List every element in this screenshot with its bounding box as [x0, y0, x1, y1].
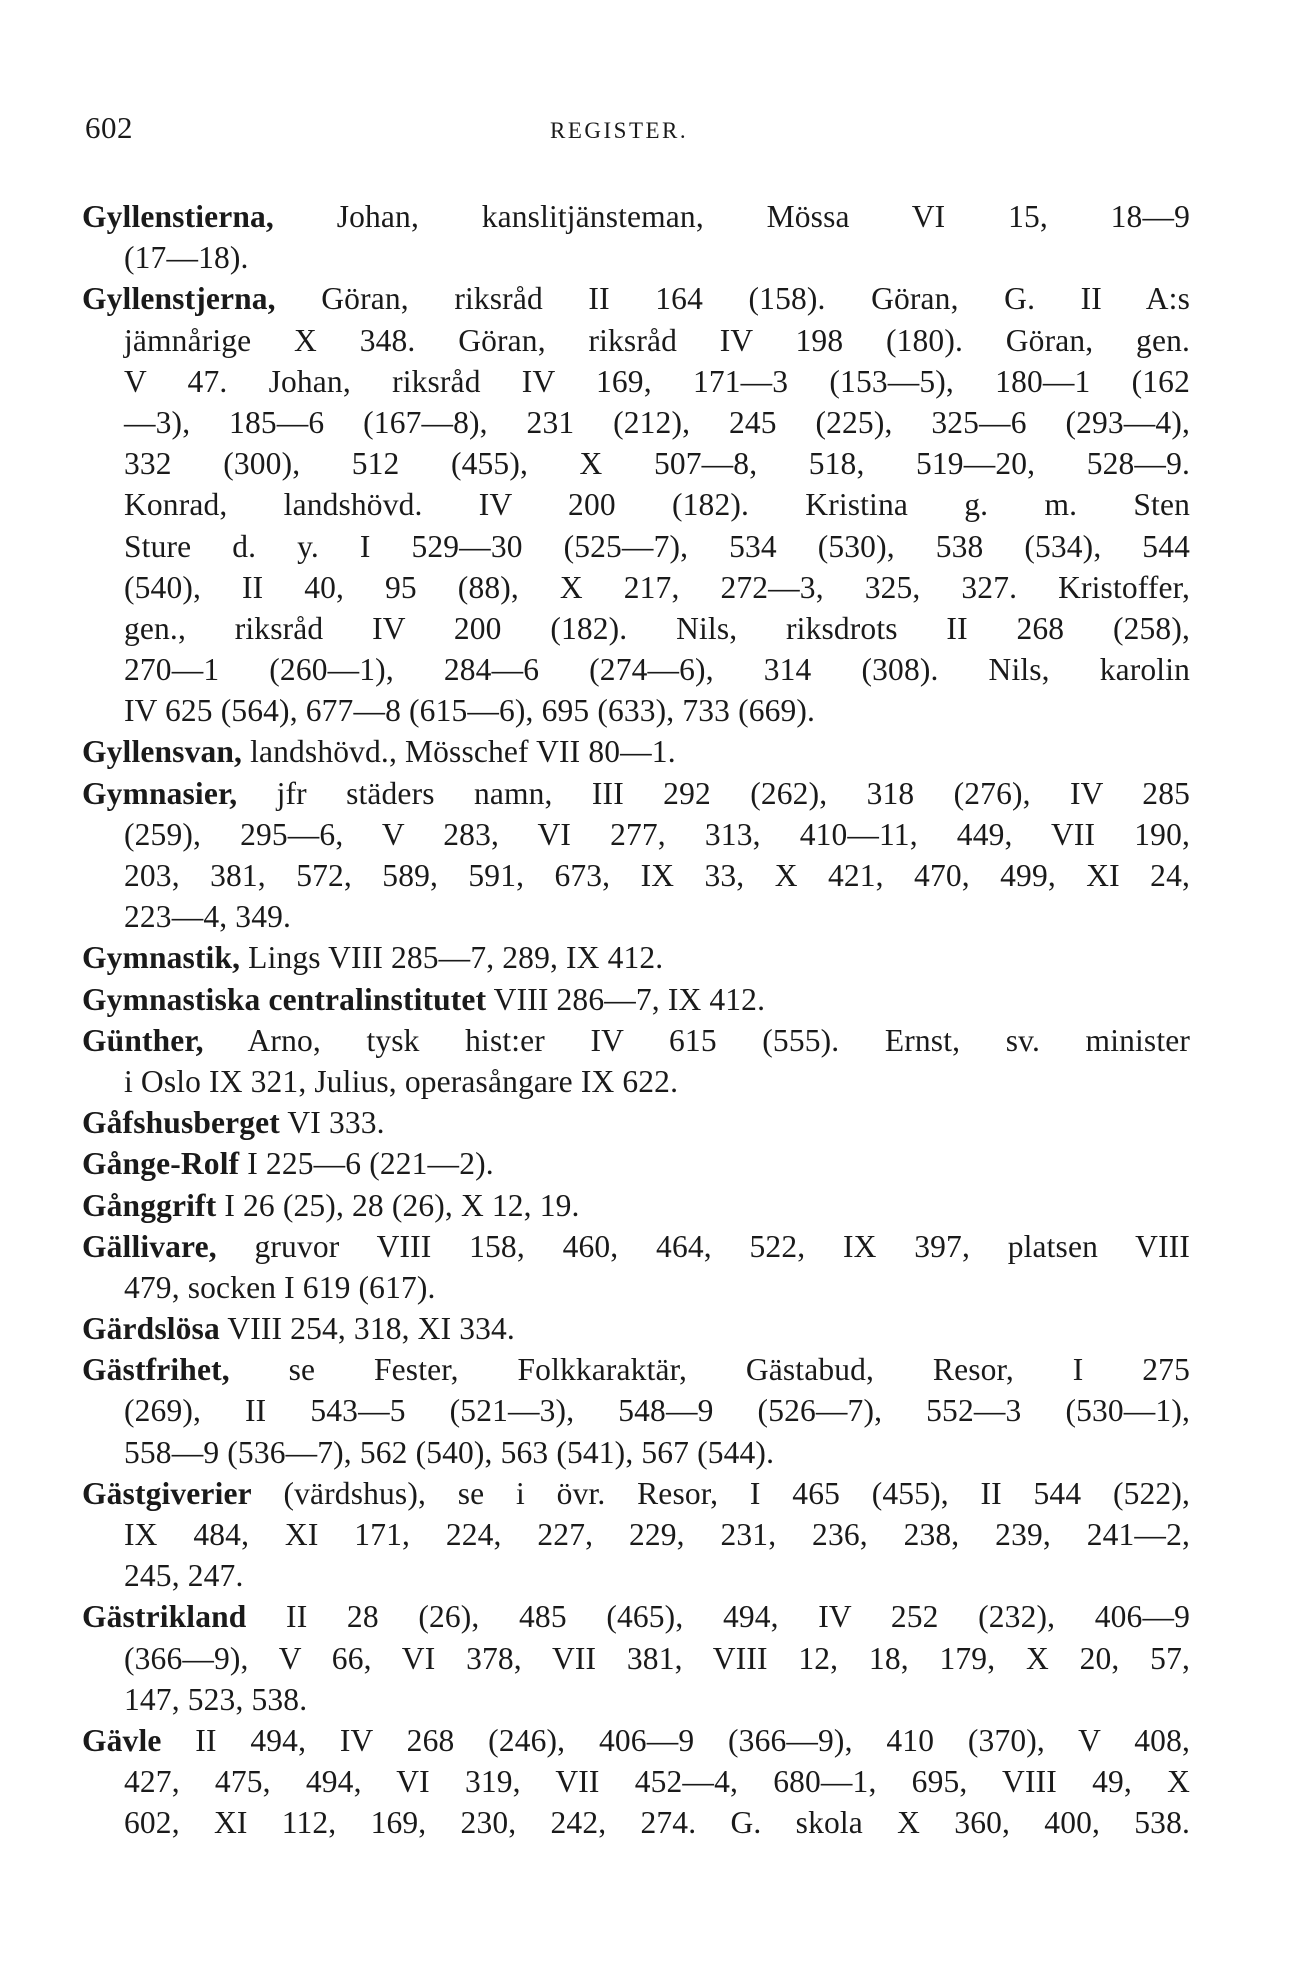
- index-entry-line: [82, 1020, 1190, 1061]
- index-entry-line: [82, 1185, 1190, 1226]
- index-references: jämnårige X 348. Göran, riksråd IV 198 (180). Göran, gen.: [124, 322, 1190, 358]
- index-entry-line: [82, 1143, 1190, 1184]
- index-references: I 26 (25), 28 (26), X 12, 19.: [216, 1187, 580, 1223]
- index-continuation-line: [82, 443, 1190, 484]
- index-references: 479, socken I 619 (617).: [124, 1269, 436, 1305]
- index-references: V 47. Johan, riksråd IV 169, 171—3 (153—5), 180—1 (162: [124, 363, 1190, 399]
- index-references: (269), II 543—5 (521—3), 548—9 (526—7), 552—3 (530—1),: [124, 1393, 1190, 1429]
- index-term: Gyllenstierna,: [82, 199, 274, 234]
- index-references: Arno, tysk hist:er IV 615 (555). Ernst, sv. minister: [203, 1022, 1190, 1058]
- index-references: (259), 295—6, V 283, VI 277, 313, 410—11, 449, VII 190,: [124, 816, 1190, 852]
- index-entry-line: [82, 1308, 1190, 1349]
- index-continuation-line: [82, 1802, 1190, 1843]
- index-references: 223—4, 349.: [124, 899, 292, 935]
- index-references: 427, 475, 494, VI 319, VII 452—4, 680—1, 695, VIII 49, X: [124, 1764, 1190, 1800]
- running-head: REGISTER.: [550, 118, 689, 143]
- index-entry-line: [82, 1226, 1190, 1267]
- index-continuation-line: [82, 1679, 1190, 1720]
- index-references: Sture d. y. I 529—30 (525—7), 534 (530), 538 (534), 544: [124, 528, 1190, 564]
- index-term: Gymnastik,: [82, 940, 241, 976]
- index-references: Göran, riksråd II 164 (158). Göran, G. II A:s: [275, 281, 1190, 317]
- index-term: Gymnasier,: [82, 775, 238, 811]
- page-header: [85, 110, 1195, 160]
- index-entry-line: [82, 196, 1190, 237]
- index-term: Gånggrift: [82, 1187, 217, 1223]
- index-continuation-line: [82, 361, 1190, 402]
- index-references: 602, XI 112, 169, 230, 242, 274. G. skola X 360, 400, 538.: [124, 1805, 1190, 1841]
- index-continuation-line: [82, 526, 1190, 567]
- index-entry-line: [82, 731, 1190, 772]
- index-references: se Fester, Folkkaraktär, Gästabud, Resor, I 275: [229, 1352, 1190, 1388]
- index-term: Gyllensvan,: [82, 734, 243, 770]
- index-term: Günther,: [82, 1022, 204, 1058]
- index-continuation-line: [82, 1267, 1190, 1308]
- index-references: 332 (300), 512 (455), X 507—8, 518, 519—20, 528—9.: [124, 446, 1190, 482]
- index-references: gruvor VIII 158, 460, 464, 522, IX 397, platsen VIII: [216, 1228, 1190, 1264]
- index-term: Gåfshusberget: [82, 1105, 280, 1141]
- index-continuation-line: [82, 1390, 1190, 1431]
- index-references: VI 333.: [279, 1105, 385, 1141]
- index-continuation-line: [82, 649, 1190, 690]
- index-term: Gästrikland: [82, 1599, 247, 1635]
- index-entries: [82, 196, 1190, 1844]
- index-references: (värdshus), se i övr. Resor, I 465 (455), II 544 (522),: [251, 1475, 1190, 1511]
- index-continuation-line: [82, 608, 1190, 649]
- index-references: (17—18).: [124, 240, 249, 276]
- index-references: landshövd., Mösschef VII 80—1.: [242, 734, 676, 770]
- index-continuation-line: [82, 1514, 1190, 1555]
- index-entry-line: [82, 1473, 1190, 1514]
- index-continuation-line: [82, 1555, 1190, 1596]
- index-term: Gästgiverier: [82, 1475, 252, 1511]
- index-references: II 494, IV 268 (246), 406—9 (366—9), 410 (370), V 408,: [161, 1722, 1190, 1758]
- index-entry-line: [82, 979, 1190, 1020]
- index-term: Gymnastiska centralinstitutet: [82, 981, 487, 1017]
- index-references: 245, 247.: [124, 1558, 244, 1594]
- index-continuation-line: [82, 1061, 1190, 1102]
- index-references: 203, 381, 572, 589, 591, 673, IX 33, X 421, 470, 499, XI 24,: [124, 858, 1190, 893]
- index-references: VIII 286—7, IX 412.: [486, 981, 766, 1017]
- index-references: Johan, kanslitjänsteman, Mössa VI 15, 18—9: [273, 199, 1190, 234]
- index-continuation-line: [82, 814, 1190, 855]
- index-continuation-line: [82, 1761, 1190, 1802]
- index-term: Gånge-Rolf: [82, 1146, 240, 1182]
- index-references: gen., riksråd IV 200 (182). Nils, riksdrots II 268 (258),: [124, 610, 1190, 646]
- index-continuation-line: [82, 690, 1190, 731]
- index-entry-line: [82, 1102, 1190, 1143]
- index-references: IV 625 (564), 677—8 (615—6), 695 (633), 733 (669).: [124, 693, 816, 729]
- index-references: jfr städers namn, III 292 (262), 318 (276), IV 285: [237, 775, 1190, 811]
- index-continuation-line: [82, 402, 1190, 443]
- index-term: Gällivare,: [82, 1228, 217, 1264]
- index-continuation-line: [82, 484, 1190, 525]
- index-references: Konrad, landshövd. IV 200 (182). Kristina g. m. Sten: [124, 487, 1190, 523]
- index-references: VIII 254, 318, XI 334.: [219, 1311, 515, 1347]
- index-references: II 28 (26), 485 (465), 494, IV 252 (232), 406—9: [246, 1599, 1190, 1635]
- index-references: Lings VIII 285—7, 289, IX 412.: [240, 940, 664, 976]
- index-term: Gärdslösa: [82, 1311, 220, 1347]
- index-term: Gävle: [82, 1722, 162, 1758]
- index-references: IX 484, XI 171, 224, 227, 229, 231, 236, 238, 239, 241—2,: [124, 1517, 1190, 1552]
- index-references: 270—1 (260—1), 284—6 (274—6), 314 (308). Nils, karolin: [124, 652, 1190, 688]
- index-entry-line: [82, 1596, 1190, 1637]
- index-references: 558—9 (536—7), 562 (540), 563 (541), 567 (544).: [124, 1434, 775, 1470]
- index-entry-line: [82, 1720, 1190, 1761]
- index-entry-line: [82, 1349, 1190, 1390]
- index-continuation-line: [82, 1432, 1190, 1473]
- index-continuation-line: [82, 855, 1190, 896]
- index-continuation-line: [82, 237, 1190, 278]
- index-references: i Oslo IX 321, Julius, operasångare IX 622.: [124, 1063, 679, 1099]
- index-term: Gyllenstjerna,: [82, 281, 276, 317]
- index-references: 147, 523, 538.: [124, 1681, 308, 1717]
- index-references: (366—9), V 66, VI 378, VII 381, VIII 12, 18, 179, X 20, 57,: [124, 1640, 1190, 1676]
- index-references: (540), II 40, 95 (88), X 217, 272—3, 325, 327. Kristoffer,: [124, 569, 1190, 605]
- index-entry-line: [82, 278, 1190, 319]
- index-entry-line: [82, 773, 1190, 814]
- index-continuation-line: [82, 567, 1190, 608]
- index-references: —3), 185—6 (167—8), 231 (212), 245 (225), 325—6 (293—4),: [124, 404, 1190, 440]
- index-continuation-line: [82, 1638, 1190, 1679]
- index-continuation-line: [82, 896, 1190, 937]
- page-number: 602: [85, 110, 133, 145]
- index-term: Gästfrihet,: [82, 1352, 230, 1388]
- index-continuation-line: [82, 320, 1190, 361]
- index-references: I 225—6 (221—2).: [239, 1146, 494, 1182]
- index-entry-line: [82, 937, 1190, 978]
